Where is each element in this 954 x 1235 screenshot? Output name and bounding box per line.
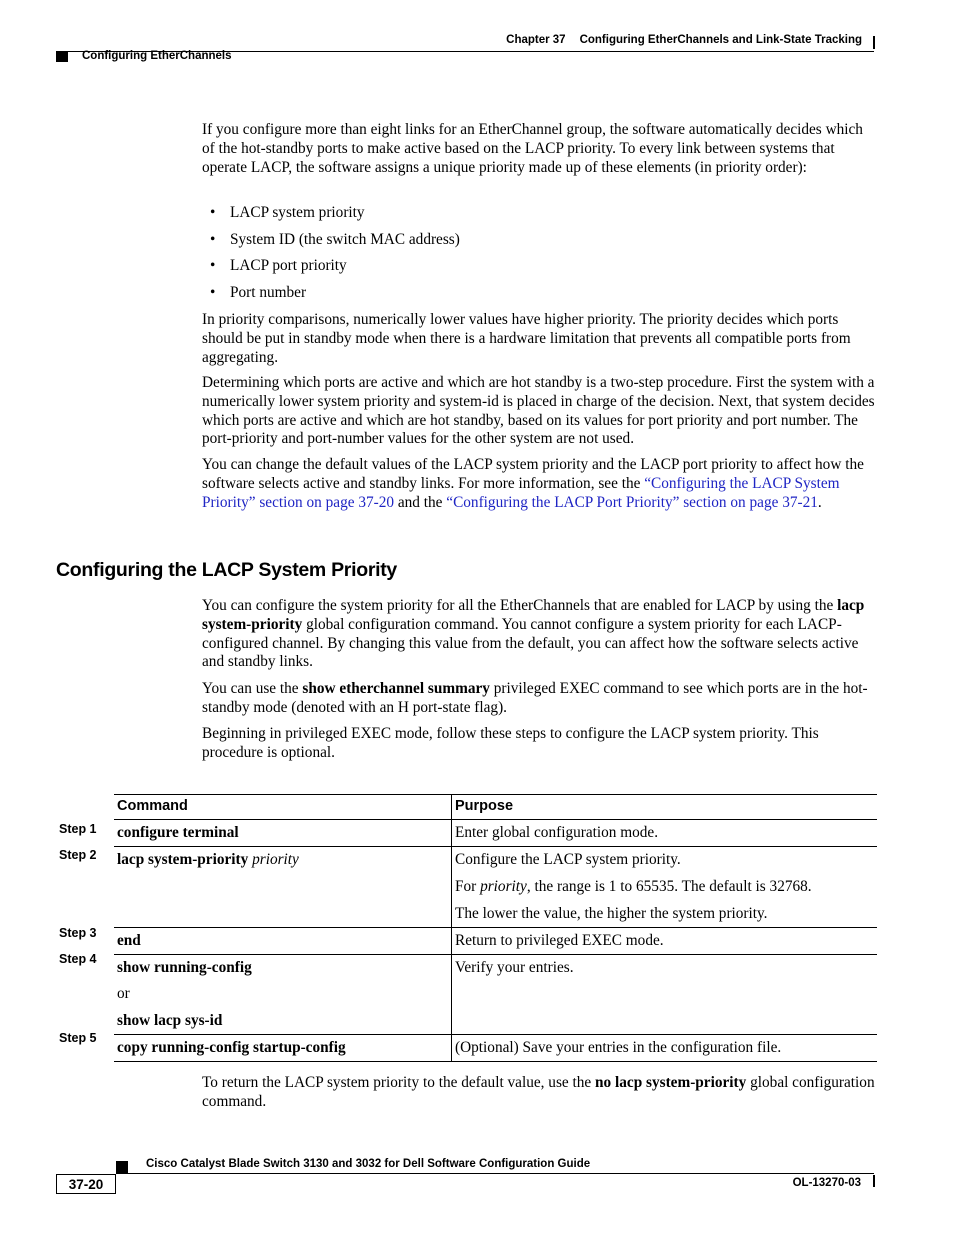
- section-paragraph-3: Beginning in privileged EXEC mode, follow these steps to configure the LACP system priority. This procedure is optional.: [202, 725, 819, 761]
- section-heading: Configuring the LACP System Priority: [56, 559, 397, 581]
- link-port-priority-section[interactable]: “Configuring the LACP Port Priority” section on page 37-21: [446, 493, 818, 511]
- table-header-row: [114, 795, 877, 820]
- list-item: • LACP system priority: [210, 204, 365, 221]
- footer-guide-title: Cisco Catalyst Blade Switch 3130 and 3032 for Dell Software Configuration Guide: [146, 1158, 591, 1170]
- command-text: show lacp sys-id: [117, 1012, 223, 1030]
- purpose-text: (Optional) Save your entries in the configuration file.: [455, 1039, 782, 1057]
- command-argument: priority: [252, 851, 299, 868]
- command-text: copy running-config startup-config: [117, 1039, 346, 1057]
- footer-marker-block: [116, 1161, 128, 1173]
- command-text: show running-config: [117, 958, 252, 976]
- list-item: • LACP port priority: [210, 257, 347, 274]
- column-header-purpose: Purpose: [452, 795, 878, 820]
- purpose-text: Enter global configuration mode.: [455, 824, 659, 841]
- table-row: [114, 954, 877, 1035]
- footer-rule: [116, 1173, 874, 1174]
- purpose-text: Verify your entries.: [455, 958, 574, 976]
- inline-command: show etherchannel summary: [302, 680, 490, 697]
- intro-paragraph-4: You can change the default values of the LACP system priority and the LACP port priority to affect how the software selects active and standby links. For more information, see the “Configuring the LACP System Priority” section on page 37-20 and the “Configuring the LACP Port Priority” section on page 37-21.: [202, 456, 864, 511]
- running-header: [506, 34, 862, 46]
- step-label: Step 4: [59, 952, 97, 966]
- step-label: Step 2: [59, 848, 97, 862]
- table-row: [114, 1035, 877, 1062]
- purpose-text: Configure the LACP system priority.: [455, 851, 681, 868]
- header-edge-bar: [873, 36, 875, 49]
- intro-paragraph-1: If you configure more than eight links for an EtherChannel group, the software automatically decides which of the hot-standby ports to make active based on the LACP priority. To every link between systems that operate LACP, the software assigns a unique priority made up of these elements (in priority order):: [202, 121, 863, 176]
- command-text: configure terminal: [117, 824, 239, 841]
- column-header-command: Command: [114, 795, 452, 820]
- page-number: 37-20: [56, 1174, 116, 1194]
- priority-elements-list: [202, 202, 460, 308]
- step-label: Step 5: [59, 1031, 97, 1045]
- purpose-text: The lower the value, the higher the system priority.: [455, 904, 768, 922]
- section-paragraph-2: You can use the show etherchannel summary privileged EXEC command to see which ports are in the hot-standby mode (denoted with an H port-state flag).: [202, 680, 868, 716]
- header-marker-block: [56, 52, 68, 62]
- intro-paragraph-2: In priority comparisons, numerically lower values have higher priority. The priority decides which ports should be put in standby mode when there is a hardware limitation that prevents all compatible ports from aggregating.: [202, 311, 851, 366]
- link-system-priority-section[interactable]: “Configuring the LACP System Priority” section on page 37-20: [202, 474, 840, 511]
- table-row: [114, 820, 877, 847]
- purpose-text: For priority, the range is 1 to 65535. The default is 32768.: [455, 877, 812, 895]
- header-section-name: Configuring EtherChannels: [82, 50, 232, 62]
- footer-edge-bar: [873, 1175, 875, 1187]
- inline-command: no lacp system-priority: [595, 1074, 747, 1091]
- document-id: OL-13270-03: [792, 1177, 861, 1189]
- step-label: Step 1: [59, 822, 97, 836]
- step-label: Step 3: [59, 926, 97, 940]
- table-row: [114, 927, 877, 954]
- chapter-label: Chapter 37: [506, 34, 566, 46]
- command-text: lacp system-priority: [117, 851, 249, 868]
- closing-paragraph: To return the LACP system priority to the default value, use the no lacp system-priority global configuration command.: [202, 1074, 875, 1110]
- list-item: • System ID (the switch MAC address): [210, 230, 460, 248]
- chapter-title: Configuring EtherChannels and Link-State Tracking: [579, 34, 862, 46]
- table-row: [114, 847, 877, 928]
- command-text: end: [117, 931, 141, 949]
- or-text: or: [117, 985, 130, 1003]
- procedure-table: [114, 794, 877, 1062]
- purpose-text: Return to privileged EXEC mode.: [455, 931, 664, 949]
- section-paragraph-1: You can configure the system priority for all the EtherChannels that are enabled for LACP by using the lacp system-priority global configuration command. You cannot configure a system priority for each LACP-configured channel. By changing this value from the default, you can affect how the software selects active and standby links.: [202, 597, 865, 671]
- intro-paragraph-3: Determining which ports are active and which are hot standby is a two-step procedure. First the system with a numerically lower system priority and system-id is placed in charge of the decision. Next, that system decides which ports are active and which are hot standby, based on its values for port priority and port number. The port-priority and port-number values for the other system are not used.: [202, 374, 875, 448]
- inline-command: lacp system-priority: [202, 597, 865, 633]
- list-item: • Port number: [210, 283, 307, 301]
